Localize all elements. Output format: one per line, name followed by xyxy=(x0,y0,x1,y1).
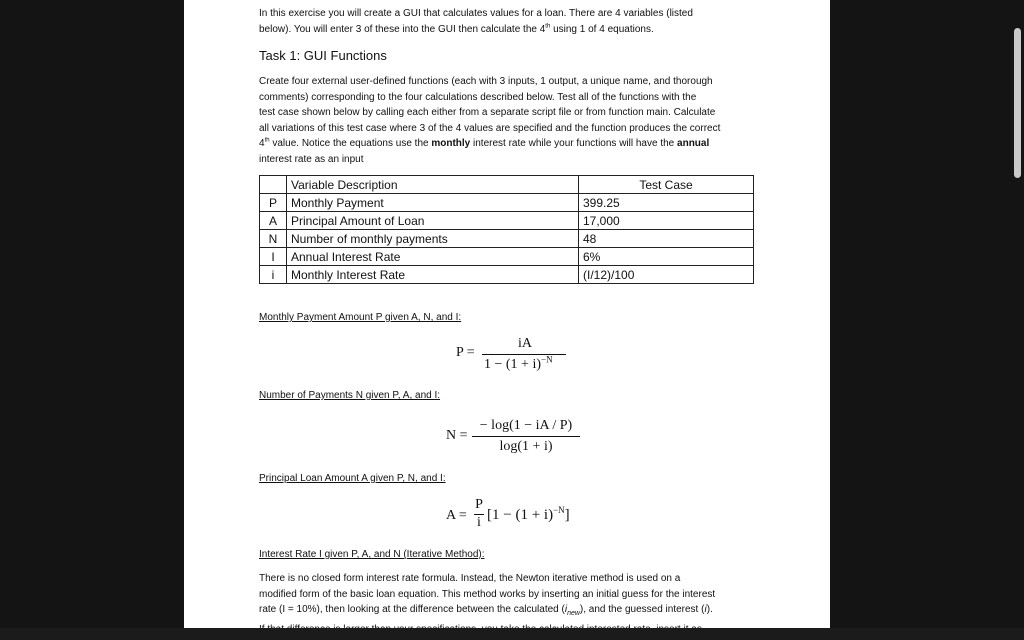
variables-table xyxy=(259,175,754,284)
equation-a-numerator: P xyxy=(475,497,483,512)
equation-p-numerator: iA xyxy=(518,336,532,351)
table-row: P Monthly Payment 399.25 xyxy=(260,194,754,212)
table-header-row xyxy=(260,176,754,194)
equation-a-lhs: A = xyxy=(446,508,467,523)
table-row: I Annual Interest Rate 6% xyxy=(260,248,754,266)
equation-n-denominator: log(1 + i) xyxy=(499,439,553,454)
equation-p-lhs: P = xyxy=(456,345,475,360)
table-row: N Number of monthly payments 48 xyxy=(260,230,754,248)
table-row: i Monthly Interest Rate (I/12)/100 xyxy=(260,266,754,284)
section-principal-amount: Principal Loan Amount A given P, N, and I: xyxy=(259,473,446,484)
equation-n-lhs: N = xyxy=(446,428,468,443)
vertical-scrollbar[interactable] xyxy=(1014,28,1021,178)
header-description: Variable Description xyxy=(287,176,579,194)
section-monthly-payment: Monthly Payment Amount P given A, N, and I: xyxy=(259,312,462,323)
section-number-of-payments: Number of Payments N given P, A, and I: xyxy=(259,390,441,401)
equation-a-denominator: i xyxy=(477,515,481,530)
intro-line-1: In this exercise you will create a GUI that calculates values for a loan. There are 4 variables (listed xyxy=(259,8,693,19)
equation-n-numerator: − log(1 − iA / P) xyxy=(479,418,573,433)
equation-p-denominator: $1 - (1 + i)^{-N}$ xyxy=(484,354,553,372)
equation-n-fraction-bar xyxy=(472,436,580,437)
table-row: A Principal Amount of Loan 17,000 xyxy=(260,212,754,230)
viewer-bottom-strip xyxy=(0,628,1024,640)
document-page xyxy=(184,0,830,628)
equation-p-fraction-bar xyxy=(482,354,566,355)
closing-paragraph: There is no closed form interest rate formula. Instead, the Newton iterative method is used on a modified form of the basic loan equation. This method works by inserting an initial guess for the interest rate (I = 10%), then looking at the difference between the calculated $(i_{new})$, and the guessed interest (i). xyxy=(259,573,716,617)
task-heading: Task 1: GUI Functions xyxy=(259,48,387,63)
equation-a-body: $[1 - (1 + i)^{-N}]$ xyxy=(487,505,570,523)
intro-paragraph xyxy=(259,6,759,37)
section-interest-rate: Interest Rate I given P, A, and N (Iterative Method): xyxy=(259,549,485,560)
header-test-case: Test Case xyxy=(579,176,754,194)
intro-line-2: below). You will enter 3 of these into the GUI then calculate the 4th using 1 of 4 equations. xyxy=(259,23,654,35)
task-paragraph: Create four external user-defined functions (each with 3 inputs, 1 output, a unique name, and thorough comments) corresponding to the four calculations described below. Test all of the functions with the test case shown below by calling each either from a separate script file or from function main. Calculate all variations of this test case where 3 of the 4 values are specified and the function produces the correct 4th value. Notice the equations use the monthly interest rate while your functions will have the annual interest rate as an input xyxy=(259,76,721,165)
